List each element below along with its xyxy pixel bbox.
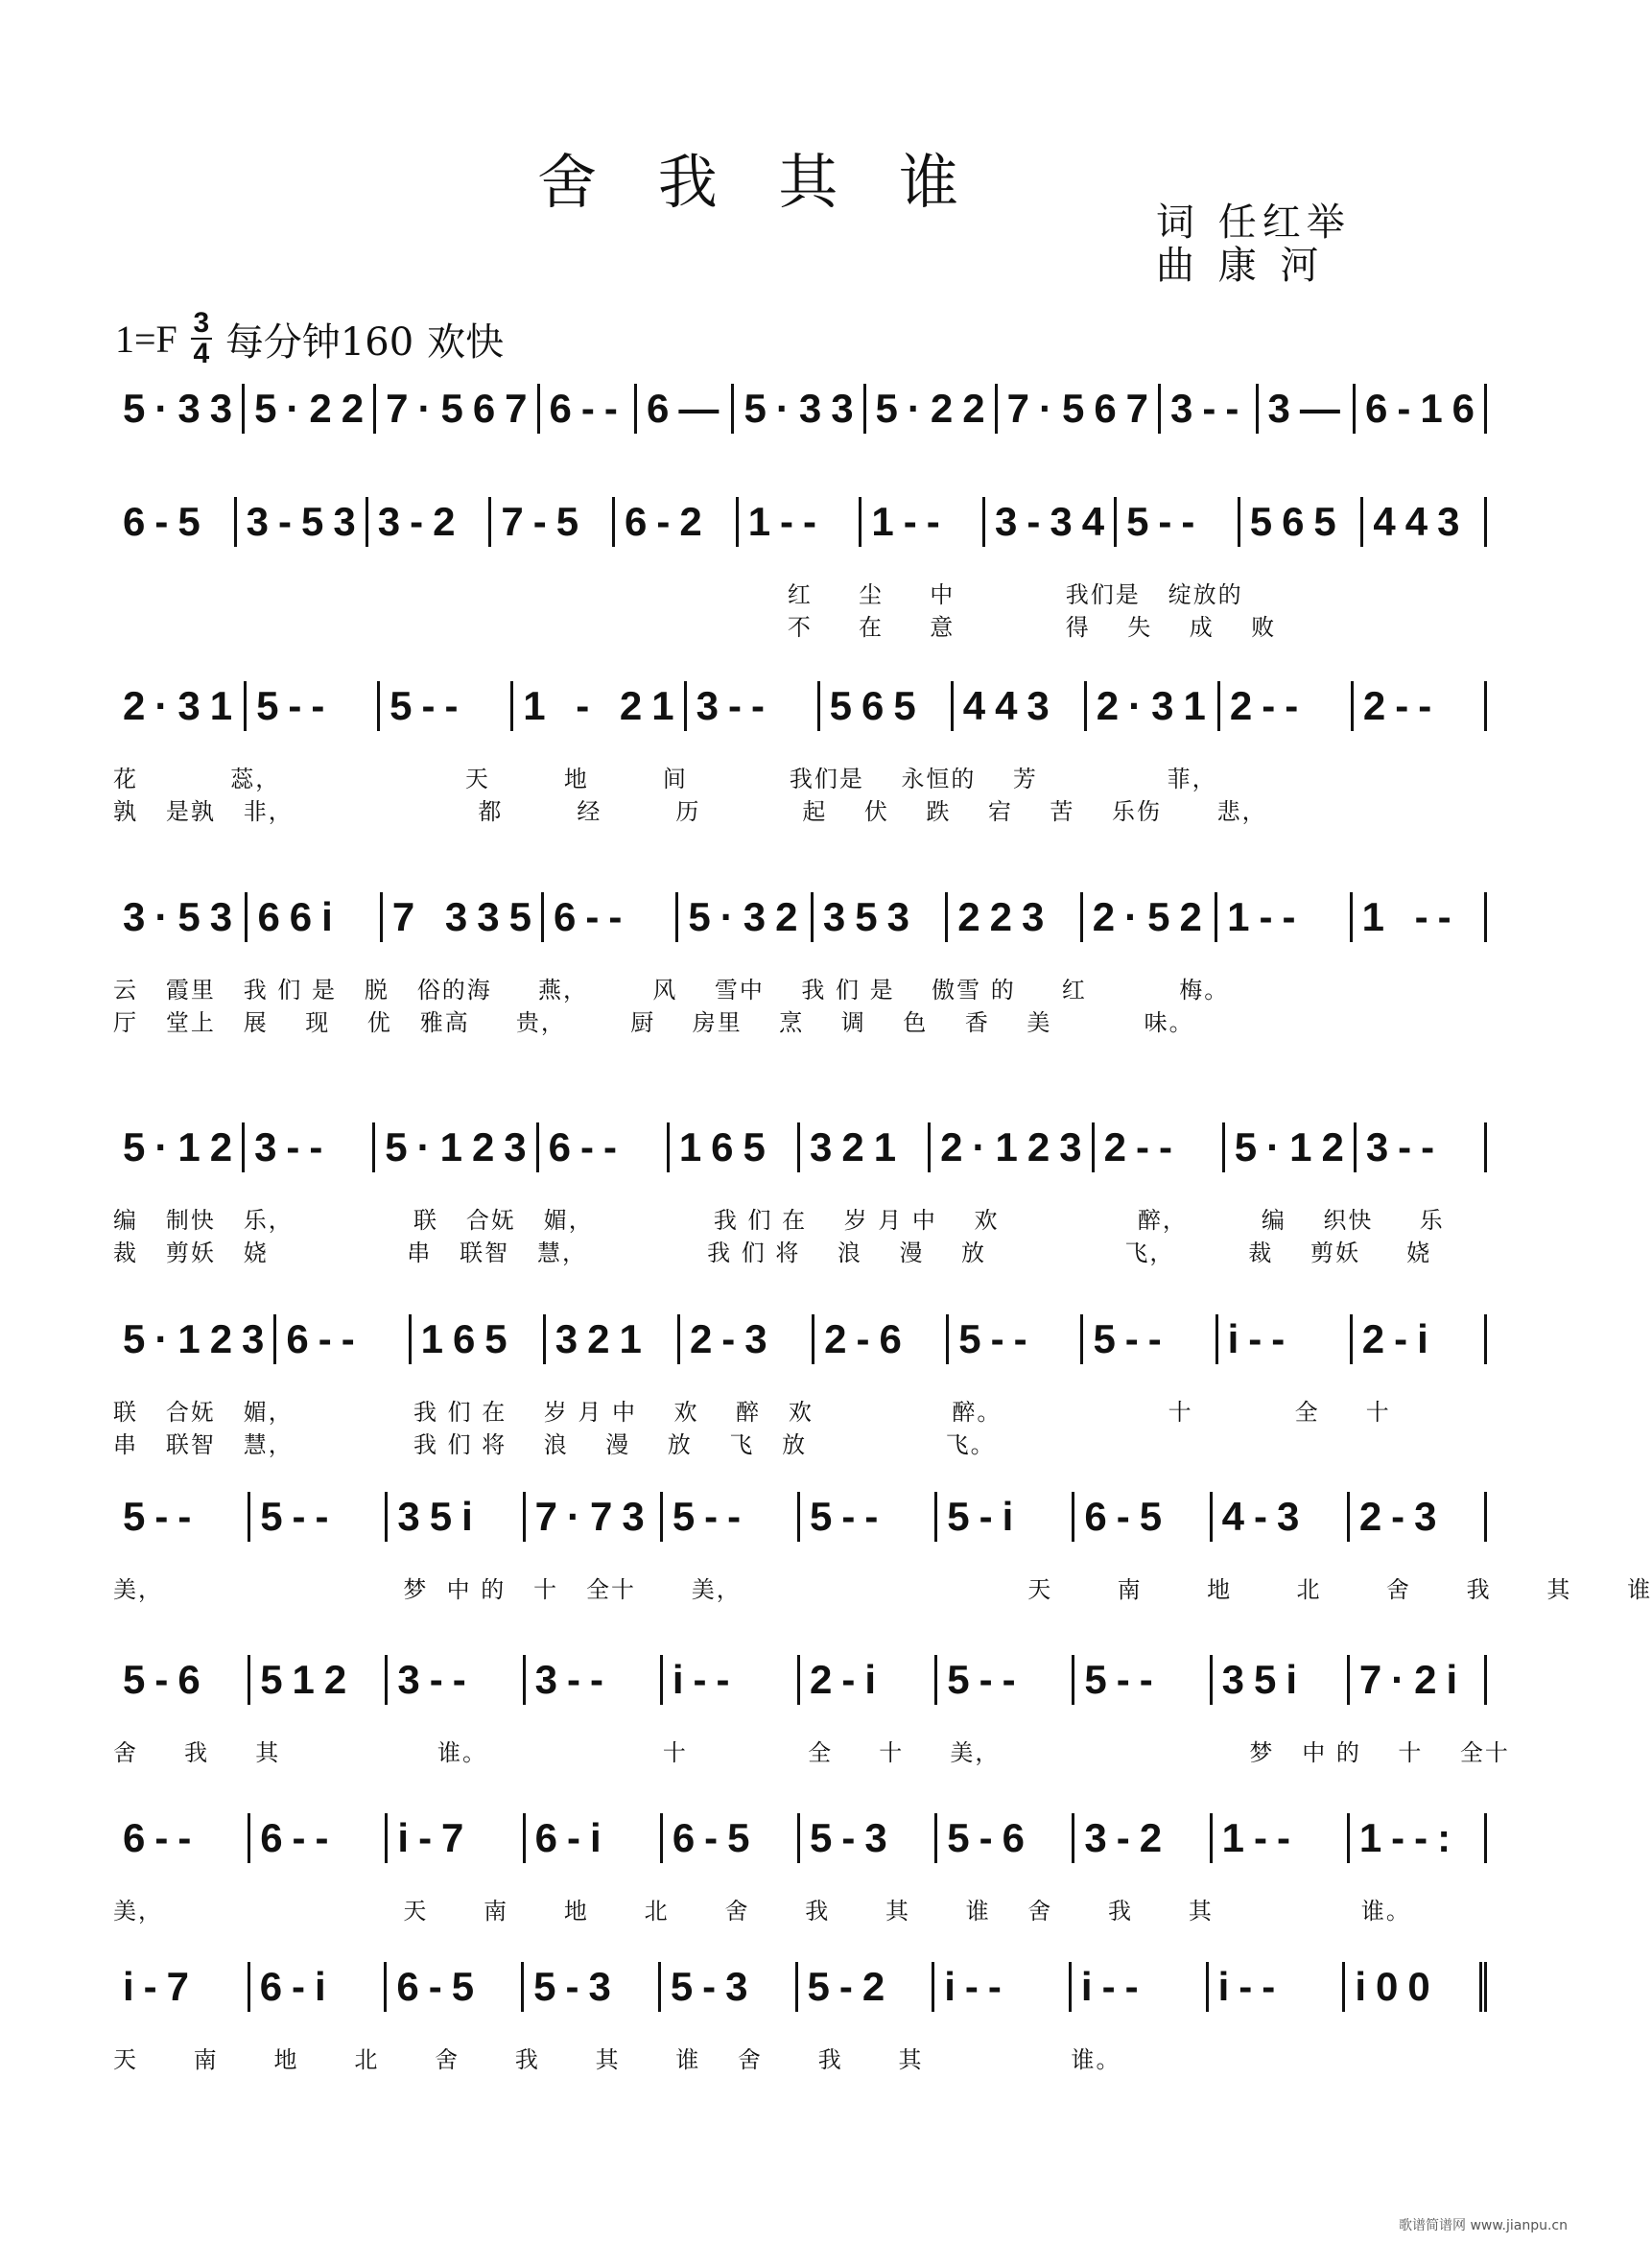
measure: 5-- — [949, 1314, 1083, 1364]
measure: 5-3 — [800, 1813, 937, 1863]
measure: 7·567 — [376, 384, 539, 434]
lyric-line: 联 合妩 媚， 我 们 在 岁 月 中 欢 醉 欢 醉。 十 全 十 — [113, 1399, 1391, 1426]
measure: 6-5 — [113, 497, 237, 547]
measure: 5-2 — [798, 1962, 935, 2012]
measure: 66i — [248, 892, 382, 942]
measure: 5-i — [937, 1492, 1074, 1542]
lyric-line: 孰 是孰 非， 都 经 历 起 伏 跌 宕 苦 乐伤 悲， — [113, 798, 1267, 825]
measure: 6-i — [526, 1813, 663, 1863]
key-signature: 1=F — [115, 317, 177, 361]
score-row — [113, 497, 1487, 547]
measure: 321 — [546, 1314, 680, 1364]
measure: 7·567 — [998, 384, 1161, 434]
measure: 5·32 — [678, 892, 813, 942]
measure: 7 335 — [383, 892, 544, 942]
measure: 5-- — [800, 1492, 937, 1542]
score-row — [113, 681, 1487, 731]
measure: 5-- — [1083, 1314, 1217, 1364]
measure: 3-53 — [237, 497, 368, 547]
measure: 1-- — [739, 497, 862, 547]
score-row — [113, 892, 1487, 942]
measure: 443 — [954, 681, 1087, 731]
measure: 5-3 — [524, 1962, 661, 2012]
measure: 512 — [250, 1655, 388, 1705]
time-signature-bottom: 4 — [193, 338, 210, 369]
measure: 2-i — [800, 1655, 937, 1705]
measure: 6— — [637, 384, 734, 434]
measure: 6-- — [540, 384, 637, 434]
lyric-line: 不 在 意 得 失 成 败 — [113, 614, 1277, 641]
measure: 5-- — [1074, 1655, 1212, 1705]
lyric-line: 花 蕊， 天 地 间 我们是 永恒的 芳 菲， — [113, 766, 1217, 792]
score-row — [113, 384, 1487, 434]
measure: 6-5 — [1074, 1492, 1212, 1542]
measure: 5·12 — [1225, 1122, 1357, 1172]
measure: 2-i — [1353, 1314, 1487, 1364]
lyric-line: 美， 梦 中 的 十 全十 美， 天 南 地 北 舍 我 其 谁 — [113, 1576, 1652, 1603]
lyric-line: 舍 我 其 谁。 十 全 十 美， 梦 中 的 十 全十 — [113, 1739, 1510, 1766]
measure: 3-- — [526, 1655, 663, 1705]
measure: 565 — [1240, 497, 1364, 547]
measure: 7·73 — [526, 1492, 663, 1542]
measure: 3-2 — [368, 497, 492, 547]
measure: 5·22 — [866, 384, 998, 434]
measure: 5·33 — [113, 384, 245, 434]
measure: 3-- — [1357, 1122, 1487, 1172]
measure: 2·123 — [931, 1122, 1094, 1172]
measure: 165 — [412, 1314, 546, 1364]
lyric-line: 美， 天 南 地 北 舍 我 其 谁 舍 我 其 谁。 — [113, 1898, 1411, 1925]
measure: 6-- — [113, 1813, 250, 1863]
measure: 35i — [388, 1492, 525, 1542]
lyric-line: 串 联智 慧， 我 们 将 浪 漫 放 飞 放 飞。 — [113, 1431, 996, 1458]
site-watermark: 歌谱简谱网 www.jianpu.cn — [1399, 2218, 1568, 2233]
measure: 6-- — [544, 892, 678, 942]
score-row — [113, 1122, 1487, 1172]
measure: i-- — [663, 1655, 800, 1705]
measure: 7-5 — [491, 497, 615, 547]
measure: 3-- — [388, 1655, 525, 1705]
measure: 3— — [1259, 384, 1356, 434]
measure: 5-- — [380, 681, 513, 731]
measure: 4-3 — [1213, 1492, 1350, 1542]
measure: 3-- — [687, 681, 820, 731]
score-row — [113, 1813, 1487, 1863]
measure: 3·53 — [113, 892, 248, 942]
measure: 5-- — [113, 1492, 250, 1542]
measure: i-- — [1209, 1962, 1346, 2012]
measure: 6-5 — [663, 1813, 800, 1863]
composer-credit: 曲 康 河 — [1156, 244, 1325, 288]
measure: 2·52 — [1083, 892, 1217, 942]
lyric-line: 红 尘 中 我们是 绽放的 — [113, 581, 1243, 608]
song-title: 舍 我 其 谁 — [537, 147, 980, 217]
tempo-marking: 每分钟160 — [224, 319, 414, 365]
measure: 6-16 — [1356, 384, 1487, 434]
time-signature-top: 3 — [193, 307, 210, 339]
measure: i-- — [1072, 1962, 1209, 2012]
measure: 2-- — [1220, 681, 1354, 731]
measure: 5-- — [663, 1492, 800, 1542]
measure: 5·123 — [113, 1314, 276, 1364]
measure: 1-- — [861, 497, 985, 547]
measure: 3-34 — [985, 497, 1117, 547]
mood-marking: 欢快 — [427, 319, 505, 365]
measure: 5·12 — [113, 1122, 245, 1172]
lyric-line: 厅 堂上 展 现 优 雅高 贵， 厨 房里 烹 调 色 香 美 味。 — [113, 1009, 1194, 1036]
measure: 6-i — [250, 1962, 388, 2012]
measure: 2-- — [1095, 1122, 1225, 1172]
measure: 6-- — [250, 1813, 388, 1863]
measure: 223 — [948, 892, 1082, 942]
measure: 6-- — [276, 1314, 411, 1364]
measure: 5-3 — [661, 1962, 798, 2012]
measure: 443 — [1363, 497, 1487, 547]
measure: 3-- — [1161, 384, 1258, 434]
measure: i-7 — [113, 1962, 250, 2012]
measure: 6-- — [539, 1122, 670, 1172]
measure: 2·31 — [113, 681, 247, 731]
time-signature — [191, 309, 212, 368]
measure: 165 — [670, 1122, 800, 1172]
measure: 2-- — [1354, 681, 1487, 731]
measure: i-- — [1218, 1314, 1353, 1364]
measure: 7·2i — [1350, 1655, 1487, 1705]
measure: 3-- — [245, 1122, 375, 1172]
score-row — [113, 1962, 1487, 2012]
lyric-line: 裁 剪妖 娆 串 联智 慧， 我 们 将 浪 漫 放 飞， 裁 剪妖 娆 — [113, 1240, 1432, 1266]
lyric-line: 云 霞里 我 们 是 脱 俗的海 燕， 风 雪中 我 们 是 傲雪 的 红 梅。 — [113, 977, 1230, 1004]
measure: 2-3 — [1350, 1492, 1487, 1542]
key-tempo-line — [115, 305, 504, 372]
measure: 565 — [820, 681, 954, 731]
measure: i00 — [1345, 1962, 1487, 2012]
measure: 5-- — [250, 1492, 388, 1542]
measure: 1 - 21 — [513, 681, 686, 731]
measure: 2·31 — [1087, 681, 1220, 731]
measure: 1 -- — [1353, 892, 1487, 942]
lyricist-credit: 词 任红举 — [1156, 201, 1351, 245]
measure: 35i — [1213, 1655, 1350, 1705]
score-row — [113, 1492, 1487, 1542]
measure: 5·33 — [734, 384, 865, 434]
measure: 5·123 — [375, 1122, 538, 1172]
measure: 5-- — [1117, 497, 1240, 547]
measure: 5-6 — [113, 1655, 250, 1705]
score-row — [113, 1655, 1487, 1705]
measure: 321 — [800, 1122, 931, 1172]
measure: 6-5 — [387, 1962, 524, 2012]
measure: 5-- — [937, 1655, 1074, 1705]
measure: 5-- — [247, 681, 380, 731]
score-row — [113, 1314, 1487, 1364]
measure: 5·22 — [245, 384, 376, 434]
measure: 3-2 — [1074, 1813, 1212, 1863]
measure: i-7 — [388, 1813, 525, 1863]
measure: 6-2 — [615, 497, 739, 547]
lyric-line: 编 制快 乐， 联 合妩 媚， 我 们 在 岁 月 中 欢 醉， 编 织快 乐 — [113, 1207, 1445, 1234]
measure: i-- — [934, 1962, 1072, 2012]
lyric-line: 天 南 地 北 舍 我 其 谁 舍 我 其 谁。 — [113, 2046, 1121, 2073]
measure: 1--: — [1350, 1813, 1487, 1863]
measure: 2-6 — [814, 1314, 949, 1364]
measure: 5-6 — [937, 1813, 1074, 1863]
measure: 1-- — [1213, 1813, 1350, 1863]
measure: 1-- — [1217, 892, 1352, 942]
measure: 2-3 — [680, 1314, 814, 1364]
measure: 353 — [814, 892, 948, 942]
